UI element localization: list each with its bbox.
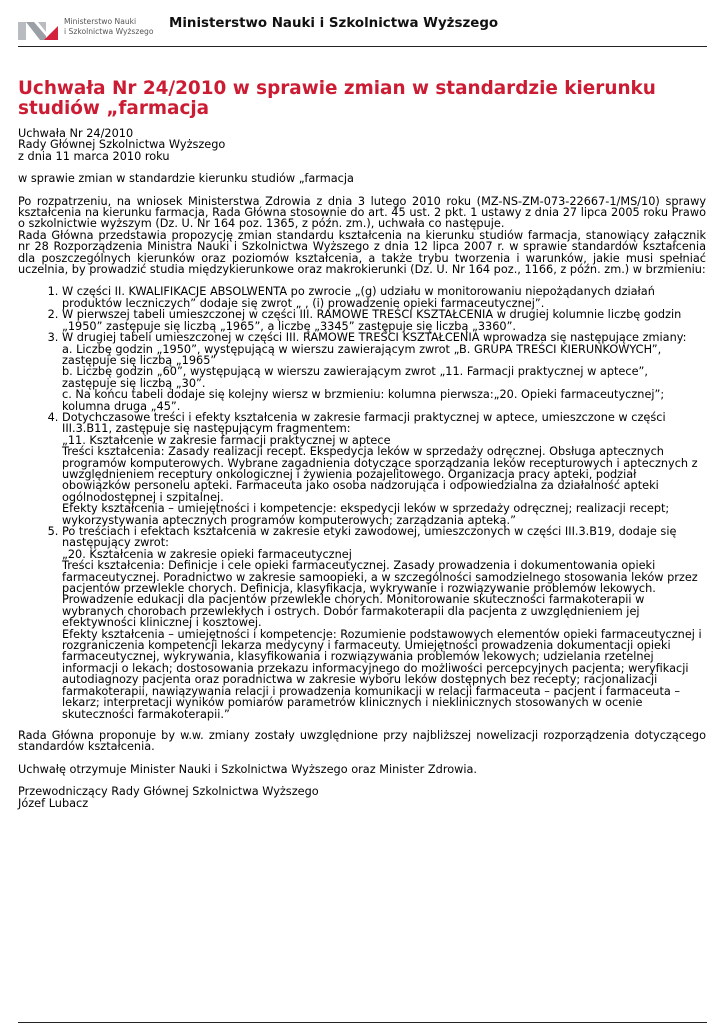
list-item	[62, 412, 706, 526]
document-body	[18, 128, 706, 809]
ministry-logo[interactable]	[18, 16, 163, 42]
closing-paragraph: Rada Główna proponuje by w.w. zmiany zostały uwzględnione przy najbliższej nowelizacji rozporządzenia dotyczącego standardów kształcenia.	[18, 728, 706, 754]
meta-line: Rady Głównej Szkolnictwa Wyższego	[18, 138, 226, 152]
signature-line: Józef Lubacz	[18, 796, 89, 810]
page-title: Uchwała Nr 24/2010 w sprawie zmian w standardzie kierunku studiów „farmacja	[18, 78, 656, 119]
item-text: 5. Po treściach i efektach kształcenia w zakresie etyki zawodowej, umieszczonych w części III.3.B19, dodaje się następujący zwrot:	[62, 525, 677, 550]
amendments-list	[18, 286, 706, 719]
item-text: 3. W drugiej tabeli umieszczonej w części III. RAMOWE TREŚCI KSZTAŁCENIA wprowadza się następujące zmiany:	[62, 331, 687, 345]
site-header	[18, 12, 707, 47]
document-subject: w sprawie zmian w standardzie kierunku studiów „farmacja	[18, 172, 354, 186]
item-text: Efekty kształcenia – umiejętności i kompetencje: ekspedycji leków w sprzedaży odręcznej; realizacji recept; wykorzystywania aptecznych programów komputerowych; zarządzania apteką.”	[62, 502, 670, 527]
signature-line: Przewodniczący Rady Głównej Szkolnictwa Wyższego	[18, 785, 319, 799]
list-item	[62, 286, 706, 309]
meta-line: Uchwała Nr 24/2010	[18, 127, 134, 140]
closing-paragraph: Uchwałę otrzymuje Minister Nauki i Szkolnictwa Wyższego oraz Minister Zdrowia.	[18, 762, 478, 776]
meta-line: z dnia 11 marca 2010 roku	[18, 149, 170, 163]
list-item	[62, 526, 706, 720]
item-text: Treści kształcenia: Zasady realizacji recept. Ekspedycja leków w sprzedaży odręcznej. Obsługa aptecznych programów komputerowych. Wybrane zagadnienia dotyczące sporządzania leków recepturowych i aptecznych z uwzględnieniem receptury onkologicznej i żywienia pozajelitowego. Organizacja pracy apteki, podział obowiązków personelu apteki. Farmaceuta jako osoba nadzorująca i odpowiedzialna za działalność apteki ogólnodostępnej i szpitalnej.	[62, 445, 698, 504]
logo-line-1: Ministerstwo Nauki	[64, 17, 137, 26]
item-text: „20. Kształcenia w zakresie opieki farmaceutycznej	[62, 547, 352, 561]
item-text: 4. Dotychczasowe treści i efekty kształcenia w zakresie farmacji praktycznej w aptece, umieszczone w części III.3.B11, zastępuje się następującym fragmentem:	[62, 410, 666, 436]
intro-paragraph: Po rozpatrzeniu, na wniosek Ministerstwa Zdrowia z dnia 3 lutego 2010 roku (MZ-NS-ZM-073-22667-1/MS/10) sprawy kształcenia na kierunku farmacja, Rada Główna stosownie do art. 45 ust. 2 pkt. 1 ustawy z dnia 27 lipca 2005 roku Prawo o szkolnictwie wyższym (Dz. U. Nr 164 poz. 1365, z późn. zm.), uchwała co następuje.	[18, 194, 706, 231]
logo-line-2: i Szkolnictwa Wyższego	[64, 27, 154, 36]
item-text: Efekty kształcenia – umiejętności i kompetencje: Rozumienie podstawowych elementów opieki farmaceutycznej i rozgraniczenia kompetencji lekarza medycyny i farmaceuty. Umiejętności prowadzenia dokumentacji opieki farmaceutycznej, wykrywania, klasyfikowania i rozwiązywania problemów lekowych; udzielania rzetelnej informacji o lekach; dostosowania przekazu informacyjnego do możliwości percepcyjnych pacjenta; weryfikacji autodiagnozy pacjenta oraz poradnictwa w zakresie wyboru leków dostępnych bez recepty; racjonalizacji farmakoterapii, nawiązywania relacji i prowadzenia komunikacji w relacji farmaceuta – pacjent i farmaceuta – lekarz; interpretacji wyników pomiarów parametrów klinicznych i nieklinicznych stosowanych w ocenie skuteczności farmakoterapii.”	[62, 627, 702, 721]
site-title: Ministerstwo Nauki i Szkolnictwa Wyższego	[169, 16, 499, 31]
item-text: „11. Kształcenie w zakresie farmacji praktycznej w aptece	[62, 433, 391, 447]
item-text: 2. W pierwszej tabeli umieszczonej w części III. RAMOWE TREŚCI KSZTAŁCENIA w drugiej kolumnie liczbę godzin „1950” zastępuje się liczbą „1965”, a liczbę „3345” zastępuje się liczbą „3360”.	[62, 308, 682, 333]
item-text: Treści kształcenia: Definicje i cele opieki farmaceutycznej. Zasady prowadzenia i dokumentowania opieki farmaceutycznej. Poradnictwo w zakresie samoopieki, a w szczególności samodzielnego stosowania leków przez pacjentów przewlekle chorych. Definicja, klasyfikacja, wykrywanie i rozwiązywanie problemów lekowych. Prowadzenie edukacji dla pacjentów przewlekle chorych. Monitorowanie skuteczności farmakoterapii w wybranych chorobach przewlekłych i ostrych. Dobór farmakoterapii dla pacjenta z uwzględnieniem jej efektywności klinicznej i kosztowej.	[62, 559, 698, 630]
signature	[18, 786, 706, 809]
item-text: c. Na końcu tabeli dodaje się kolejny wiersz w brzmieniu: kolumna pierwsza:„20. Opieki farmaceutycznej”; kolumna druga „45”.	[62, 388, 665, 413]
item-text: a. Liczbę godzin „1950”, występującą w wierszu zawierającym zwrot „B. GRUPA TREŚCI KIERUNKOWYCH”, zastępuje się liczbą „1965”	[62, 342, 662, 367]
footer-divider	[18, 1022, 707, 1023]
list-item	[62, 309, 706, 332]
document-meta	[18, 128, 706, 162]
item-text: b. Liczbę godzin „60”, występującą w wierszu zawierającym zwrot „11. Farmacji praktycznej w aptece”, zastępuje się liczbą „30”.	[62, 365, 648, 390]
ministry-logo-text	[64, 17, 154, 37]
ministry-logo-mark-icon	[18, 18, 58, 40]
intro-paragraph: Rada Główna przedstawia propozycję zmian standardu kształcenia na kierunku studiów farmacja, stanowiący załącznik nr 28 Rozporządzenia Ministra Nauki i Szkolnictwa Wyższego z dnia 12 lipca 2007 r. w sprawie standardów kształcenia dla poszczególnych kierunków oraz poziomów kształcenia, a także trybu tworzenia i warunków, jakie musi spełniać uczelnia, by prowadzić studia międzykierunkowe oraz makrokierunki (Dz. U. Nr 164 poz., 1166, z późn. zm.) w brzmieniu:	[18, 228, 706, 277]
list-item	[62, 332, 706, 412]
item-text: 1. W części II. KWALIFIKACJE ABSOLWENTA po zwrocie „(g) udziału w monitorowaniu niepożądanych działań produktów leczniczych” dodaje się zwrot „ , (i) prowadzenie opieki farmaceutycznej”.	[62, 285, 655, 310]
